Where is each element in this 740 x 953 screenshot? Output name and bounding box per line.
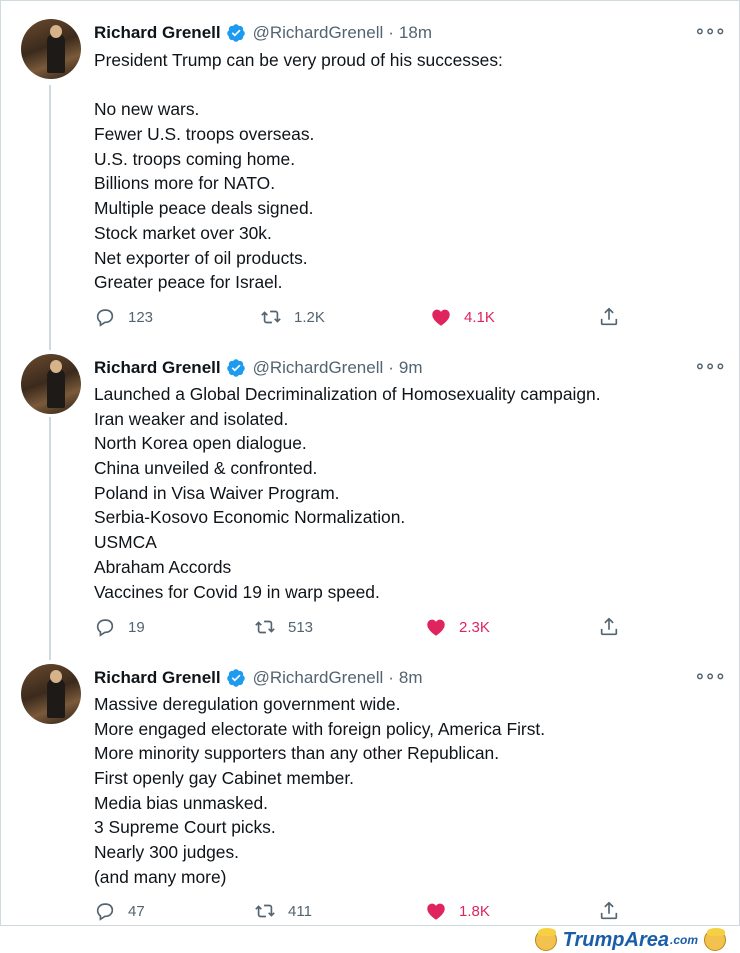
retweet-icon xyxy=(254,616,276,638)
heart-icon xyxy=(425,616,447,638)
reply-button[interactable] xyxy=(94,306,153,328)
verified-badge-icon xyxy=(226,668,246,688)
watermark-suffix: .com xyxy=(669,933,698,947)
timestamp[interactable]: 8m xyxy=(398,668,423,687)
tweet-line xyxy=(94,73,714,98)
tweet-line: 3 Supreme Court picks. xyxy=(94,817,276,838)
separator: · xyxy=(388,23,394,42)
tweet-line: More minority supporters than any other Republican. xyxy=(94,743,500,764)
tweet-header xyxy=(94,21,432,45)
watermark-brand: TrumpArea xyxy=(562,928,669,951)
like-button[interactable] xyxy=(430,306,495,328)
trump-face-icon xyxy=(704,929,726,951)
reply-icon xyxy=(94,306,116,328)
share-button[interactable] xyxy=(598,900,632,922)
more-icon[interactable]: ∘∘∘ xyxy=(694,666,725,686)
share-icon xyxy=(598,306,620,328)
tweet[interactable] xyxy=(1,1,740,346)
tweet-line: Billions more for NATO. xyxy=(94,173,276,194)
tweet-line: China unveiled & confronted. xyxy=(94,458,318,479)
tweet[interactable] xyxy=(1,346,740,658)
heart-icon xyxy=(430,306,452,328)
tweet-line: Launched a Global Decriminalization of Homosexuality campaign. xyxy=(94,384,601,404)
trump-face-icon xyxy=(535,929,557,951)
tweet-line: (and many more) xyxy=(94,866,227,887)
tweet-line: Abraham Accords xyxy=(94,556,232,577)
separator: · xyxy=(388,358,394,377)
share-button[interactable] xyxy=(598,306,632,328)
reply-count: 19 xyxy=(128,618,145,636)
tweet-text xyxy=(94,382,714,604)
tweet-line: U.S. troops coming home. xyxy=(94,148,296,169)
watermark-logo xyxy=(529,928,732,952)
tweet-line: President Trump can be very proud of his successes: xyxy=(94,50,503,70)
share-button[interactable] xyxy=(598,616,632,638)
tweet-line: No new wars. xyxy=(94,99,200,120)
share-icon xyxy=(598,616,620,638)
tweet-line: Nearly 300 judges. xyxy=(94,842,240,863)
verified-badge-icon xyxy=(226,358,246,378)
retweet-count: 513 xyxy=(288,618,314,636)
tweet-line: Media bias unmasked. xyxy=(94,792,268,813)
retweet-button[interactable] xyxy=(254,900,312,922)
retweet-count: 1.2K xyxy=(294,308,325,326)
tweet-line: First openly gay Cabinet member. xyxy=(94,768,355,789)
tweet-header xyxy=(94,666,423,690)
avatar[interactable] xyxy=(21,354,81,414)
timestamp[interactable]: 18m xyxy=(398,23,432,42)
tweet-line: Stock market over 30k. xyxy=(94,222,272,243)
reply-icon xyxy=(94,616,116,638)
retweet-icon xyxy=(260,306,282,328)
display-name[interactable]: Richard Grenell xyxy=(94,358,221,377)
tweet[interactable] xyxy=(1,658,740,926)
tweet-line: Iran weaker and isolated. xyxy=(94,408,289,429)
tweet-line: North Korea open dialogue. xyxy=(94,433,307,454)
share-icon xyxy=(598,900,620,922)
tweet-actions xyxy=(94,616,634,640)
tweet-line: Vaccines for Covid 19 in warp speed. xyxy=(94,581,380,602)
like-button[interactable] xyxy=(425,616,490,638)
separator: · xyxy=(388,668,394,687)
retweet-count: 411 xyxy=(288,902,312,920)
reply-icon xyxy=(94,900,116,922)
tweet-text xyxy=(94,48,714,295)
reply-button[interactable] xyxy=(94,616,145,638)
tweet-line: Net exporter of oil products. xyxy=(94,247,308,268)
tweet-actions xyxy=(94,306,634,330)
display-name[interactable]: Richard Grenell xyxy=(94,668,221,687)
handle[interactable]: @RichardGrenell xyxy=(252,23,384,42)
tweet-line: USMCA xyxy=(94,532,157,553)
tweet-line: Fewer U.S. troops overseas. xyxy=(94,124,315,145)
timestamp[interactable]: 9m xyxy=(398,358,423,377)
tweet-line: Poland in Visa Waiver Program. xyxy=(94,482,340,503)
tweet-line: Greater peace for Israel. xyxy=(94,272,283,293)
verified-badge-icon xyxy=(226,23,246,43)
tweet-line: More engaged electorate with foreign policy, America First. xyxy=(94,718,546,739)
display-name[interactable]: Richard Grenell xyxy=(94,23,221,42)
reply-button[interactable] xyxy=(94,900,145,922)
like-count: 4.1K xyxy=(464,308,495,326)
like-count: 2.3K xyxy=(459,618,490,636)
like-button[interactable] xyxy=(425,900,490,922)
avatar[interactable] xyxy=(21,19,81,79)
reply-count: 123 xyxy=(128,308,154,326)
tweet-text xyxy=(94,692,714,890)
tweet-header xyxy=(94,356,423,380)
retweet-button[interactable] xyxy=(254,616,313,638)
retweet-button[interactable] xyxy=(260,306,325,328)
more-icon[interactable]: ∘∘∘ xyxy=(694,356,725,376)
like-count: 1.8K xyxy=(459,902,490,920)
reply-count: 47 xyxy=(128,902,145,920)
tweet-line: Serbia-Kosovo Economic Normalization. xyxy=(94,507,406,528)
tweet-line: Massive deregulation government wide. xyxy=(94,694,401,714)
more-icon[interactable]: ∘∘∘ xyxy=(694,21,725,41)
tweet-line: Multiple peace deals signed. xyxy=(94,198,314,219)
avatar[interactable] xyxy=(21,664,81,724)
retweet-icon xyxy=(254,900,276,922)
handle[interactable]: @RichardGrenell xyxy=(252,358,384,377)
tweet-actions xyxy=(94,900,634,924)
handle[interactable]: @RichardGrenell xyxy=(252,668,384,687)
heart-icon xyxy=(425,900,447,922)
